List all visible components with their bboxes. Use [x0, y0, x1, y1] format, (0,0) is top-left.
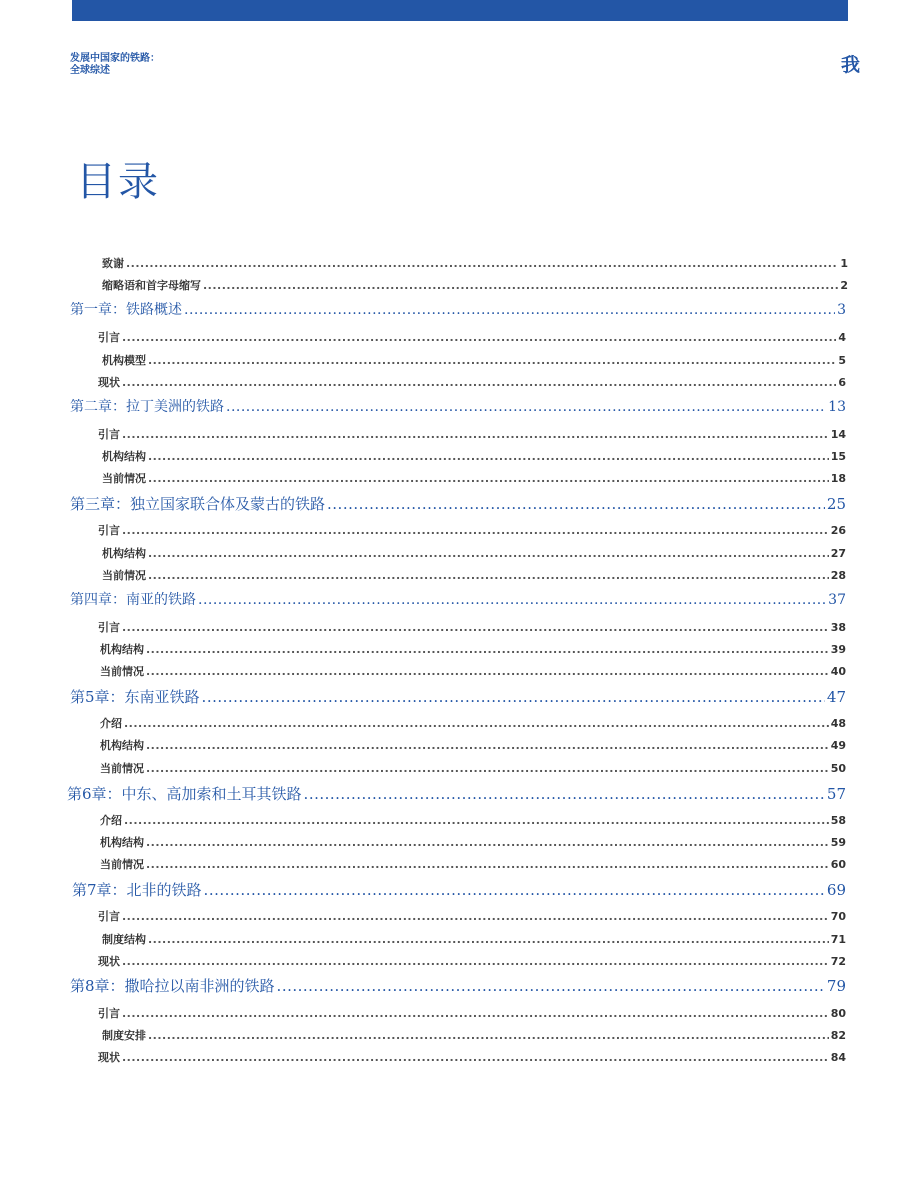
toc-entry-label: 引言 — [98, 524, 120, 537]
toc-dot-leader — [124, 717, 829, 730]
toc-entry-label: 引言 — [98, 1007, 120, 1020]
toc-dot-leader — [203, 279, 838, 292]
toc-dot-leader — [122, 1051, 829, 1064]
toc-section-entry[interactable] — [102, 470, 846, 484]
toc-section-entry[interactable] — [98, 522, 846, 536]
toc-dot-leader — [122, 428, 829, 441]
toc-entry-page-number: 70 — [830, 910, 846, 923]
toc-dot-leader — [146, 643, 829, 656]
toc-entry-label: 当前情况 — [100, 858, 144, 871]
toc-section-entry[interactable] — [98, 1005, 846, 1019]
toc-entry-page-number: 14 — [830, 428, 846, 441]
toc-dot-leader — [122, 376, 836, 389]
toc-entry-page-number: 58 — [830, 814, 846, 827]
toc-entry-page-number: 5 — [838, 354, 846, 367]
toc-section-entry[interactable] — [102, 277, 848, 291]
toc-entry-page-number: 27 — [830, 547, 846, 560]
toc-entry-label: 第5章：东南亚铁路 — [70, 688, 200, 706]
toc-dot-leader — [122, 910, 829, 923]
toc-entry-page-number: 69 — [826, 881, 846, 899]
toc-entry-page-number: 15 — [830, 450, 846, 463]
toc-dot-leader — [148, 1029, 829, 1042]
toc-dot-leader — [148, 472, 829, 485]
toc-dot-leader — [148, 569, 829, 582]
toc-entry-page-number: 1 — [840, 257, 848, 270]
toc-chapter-entry[interactable] — [72, 879, 846, 899]
toc-dot-leader — [148, 450, 829, 463]
toc-entry-label: 引言 — [98, 428, 120, 441]
toc-section-entry[interactable] — [100, 715, 846, 729]
toc-chapter-entry[interactable] — [70, 299, 846, 319]
toc-entry-page-number: 71 — [830, 933, 846, 946]
toc-dot-leader — [148, 933, 829, 946]
toc-entry-label: 制度结构 — [102, 933, 146, 946]
toc-section-entry[interactable] — [98, 374, 846, 388]
toc-entry-page-number: 84 — [830, 1051, 846, 1064]
toc-dot-leader — [122, 524, 829, 537]
toc-section-entry[interactable] — [100, 760, 846, 774]
toc-chapter-entry[interactable] — [70, 493, 846, 513]
toc-dot-leader — [204, 881, 825, 899]
toc-entry-label: 机构结构 — [102, 547, 146, 560]
toc-entry-label: 制度安排 — [102, 1029, 146, 1042]
toc-entry-page-number: 59 — [830, 836, 846, 849]
top-accent-bar — [72, 0, 848, 21]
toc-dot-leader — [277, 977, 825, 995]
toc-entry-label: 第四章：南亚的铁路 — [70, 592, 196, 608]
toc-section-entry[interactable] — [102, 1027, 846, 1041]
toc-chapter-entry[interactable] — [70, 589, 846, 609]
toc-entry-page-number: 79 — [826, 977, 846, 995]
toc-dot-leader — [124, 814, 829, 827]
toc-entry-page-number: 13 — [828, 399, 846, 415]
toc-entry-page-number: 38 — [830, 621, 846, 634]
toc-entry-label: 机构结构 — [100, 739, 144, 752]
toc-section-entry[interactable] — [100, 663, 846, 677]
toc-entry-page-number: 49 — [830, 739, 846, 752]
toc-entry-page-number: 47 — [826, 688, 846, 706]
toc-entry-label: 机构结构 — [102, 450, 146, 463]
toc-section-entry[interactable] — [98, 619, 846, 633]
toc-entry-label: 第三章：独立国家联合体及蒙古的铁路 — [70, 495, 326, 513]
toc-entry-label: 介绍 — [100, 717, 122, 730]
toc-entry-label: 当前情况 — [102, 472, 146, 485]
toc-section-entry[interactable] — [102, 567, 846, 581]
toc-section-entry[interactable] — [102, 545, 846, 559]
toc-dot-leader — [146, 739, 829, 752]
toc-section-entry[interactable] — [102, 352, 846, 366]
page-title: 目录 — [76, 159, 160, 205]
toc-dot-leader — [202, 688, 825, 706]
toc-entry-label: 第二章：拉丁美洲的铁路 — [70, 399, 224, 415]
running-title-line1: 发展中国家的铁路： — [70, 53, 160, 64]
toc-entry-label: 第7章：北非的铁路 — [72, 881, 202, 899]
toc-entry-label: 现状 — [98, 376, 120, 389]
toc-chapter-entry[interactable] — [67, 783, 846, 803]
page-corner-mark: 我 — [840, 54, 860, 76]
toc-entry-label: 现状 — [98, 1051, 120, 1064]
toc-dot-leader — [146, 858, 829, 871]
toc-entry-page-number: 18 — [830, 472, 846, 485]
toc-entry-page-number: 50 — [830, 762, 846, 775]
toc-entry-label: 介绍 — [100, 814, 122, 827]
toc-dot-leader — [327, 495, 825, 513]
toc-dot-leader — [146, 665, 829, 678]
toc-entry-label: 当前情况 — [100, 665, 144, 678]
running-title-line2: 全球综述 — [70, 65, 110, 76]
toc-entry-page-number: 48 — [830, 717, 846, 730]
toc-entry-label: 引言 — [98, 910, 120, 923]
toc-entry-page-number: 6 — [838, 376, 846, 389]
toc-entry-label: 引言 — [98, 331, 120, 344]
toc-entry-page-number: 57 — [826, 785, 846, 803]
toc-section-entry[interactable] — [98, 953, 846, 967]
toc-dot-leader — [184, 302, 835, 318]
toc-entry-page-number: 72 — [830, 955, 846, 968]
toc-entry-label: 机构结构 — [100, 836, 144, 849]
toc-entry-label: 第6章：中东、高加索和土耳其铁路 — [67, 785, 302, 803]
toc-section-entry[interactable] — [98, 329, 846, 343]
toc-entry-label: 致谢 — [102, 257, 124, 270]
toc-entry-label: 当前情况 — [102, 569, 146, 582]
toc-dot-leader — [122, 621, 829, 634]
toc-entry-page-number: 4 — [838, 331, 846, 344]
toc-dot-leader — [146, 762, 829, 775]
toc-entry-label: 现状 — [98, 955, 120, 968]
toc-entry-label: 机构结构 — [100, 643, 144, 656]
toc-dot-leader — [122, 955, 829, 968]
toc-entry-label: 缩略语和首字母缩写 — [102, 279, 201, 292]
toc-entry-page-number: 26 — [830, 524, 846, 537]
toc-entry-label: 引言 — [98, 621, 120, 634]
toc-dot-leader — [226, 399, 826, 415]
toc-section-entry[interactable] — [102, 931, 846, 945]
toc-section-entry[interactable] — [98, 908, 846, 922]
toc-dot-leader — [304, 785, 825, 803]
toc-dot-leader — [146, 836, 829, 849]
toc-entry-page-number: 82 — [830, 1029, 846, 1042]
toc-dot-leader — [148, 354, 836, 367]
toc-section-entry[interactable] — [98, 426, 846, 440]
toc-chapter-entry[interactable] — [70, 396, 846, 416]
toc-entry-page-number: 39 — [830, 643, 846, 656]
toc-section-entry[interactable] — [98, 1049, 846, 1063]
toc-dot-leader — [122, 1007, 829, 1020]
toc-entry-label: 当前情况 — [100, 762, 144, 775]
toc-entry-page-number: 28 — [830, 569, 846, 582]
toc-section-entry[interactable] — [100, 641, 846, 655]
toc-chapter-entry[interactable] — [70, 975, 846, 995]
toc-entry-label: 机构模型 — [102, 354, 146, 367]
toc-entry-page-number: 25 — [826, 495, 846, 513]
toc-entry-label: 第8章：撒哈拉以南非洲的铁路 — [70, 977, 275, 995]
toc-section-entry[interactable] — [100, 737, 846, 751]
running-header — [70, 53, 160, 77]
toc-dot-leader — [122, 331, 836, 344]
toc-section-entry[interactable] — [102, 448, 846, 462]
toc-section-entry[interactable] — [100, 812, 846, 826]
toc-dot-leader — [198, 592, 826, 608]
toc-dot-leader — [148, 547, 829, 560]
toc-section-entry[interactable] — [100, 834, 846, 848]
toc-section-entry[interactable] — [100, 856, 846, 870]
toc-entry-page-number: 37 — [828, 592, 846, 608]
toc-section-entry[interactable] — [102, 255, 848, 269]
toc-entry-page-number: 2 — [840, 279, 848, 292]
toc-entry-page-number: 60 — [830, 858, 846, 871]
toc-entry-page-number: 3 — [837, 302, 846, 318]
toc-entry-page-number: 40 — [830, 665, 846, 678]
toc-entry-label: 第一章：铁路概述 — [70, 302, 182, 318]
toc-dot-leader — [126, 257, 838, 270]
toc-entry-page-number: 80 — [830, 1007, 846, 1020]
toc-chapter-entry[interactable] — [70, 686, 846, 706]
